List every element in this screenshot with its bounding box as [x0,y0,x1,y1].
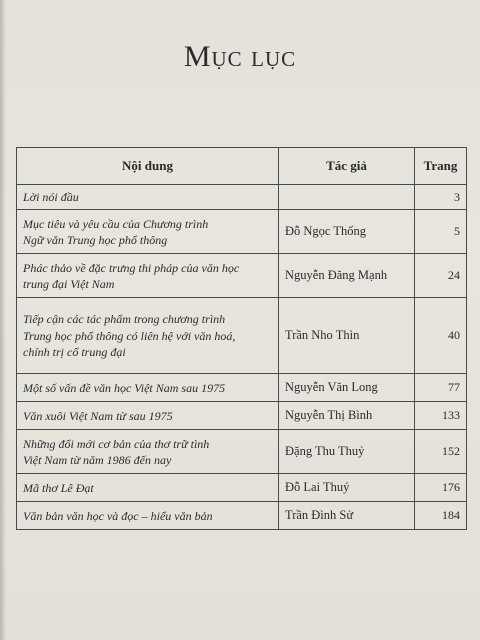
content-line: trung đại Việt Nam [23,276,115,291]
row-page-number: 40 [415,298,467,374]
content-line: Việt Nam từ năm 1986 đến nay [23,452,172,467]
content-line: Văn xuôi Việt Nam từ sau 1975 [23,408,173,423]
content-line: Phác thảo về đặc trưng thi pháp của văn học [23,260,240,275]
row-page-number: 24 [415,254,467,298]
content-line: Mã thơ Lê Đạt [23,480,94,495]
content-line: Lời nói đầu [23,190,79,204]
row-author: Trần Nho Thìn [279,298,415,374]
row-content [17,210,279,254]
row-content [17,430,279,474]
row-content [17,502,279,530]
content-line: Những đổi mới cơ bản của thơ trữ tình [23,436,210,451]
table-row [17,474,467,502]
page-title: Mục lục [183,40,297,73]
table-row [17,254,467,298]
row-content [17,298,279,374]
content-line: Tiếp cận các tác phẩm trong chương trình [23,312,226,327]
toc-header-row [17,148,467,185]
row-author: Đỗ Lai Thuý [279,474,415,502]
row-author: Đỗ Ngọc Thống [279,210,415,254]
row-page-number: 77 [415,374,467,402]
row-content [17,474,279,502]
row-content [17,374,279,402]
row-page-number: 3 [415,185,467,210]
toc-body [17,185,467,530]
row-content [17,402,279,430]
row-author: Trần Đình Sử [279,502,415,530]
content-line: Một số vấn đề văn học Việt Nam sau 1975 [23,380,226,395]
content-line: Văn bản văn học và đọc – hiểu văn bản [23,508,213,523]
content-line: Trung học phổ thông có liên hệ với văn hoá, [23,328,236,343]
header-content: Nội dung [17,148,279,185]
row-page-number: 176 [415,474,467,502]
header-author: Tác giả [279,148,415,185]
table-row [17,502,467,530]
table-row [17,210,467,254]
row-page-number: 5 [415,210,467,254]
content-line: chính trị cổ trung đại [23,344,126,359]
row-page-number: 133 [415,402,467,430]
table-row [17,185,467,210]
table-row [17,430,467,474]
row-page-number: 152 [415,430,467,474]
page-binding-shadow [0,0,6,640]
table-row [17,374,467,402]
row-content [17,185,279,210]
table-row [17,402,467,430]
row-author: Đặng Thu Thuỷ [279,430,415,474]
row-author: Nguyễn Văn Long [279,374,415,402]
table-of-contents [16,147,467,530]
header-page: Trang [415,148,467,185]
row-author [279,185,415,210]
row-content [17,254,279,298]
row-page-number: 184 [415,502,467,530]
content-line: Ngữ văn Trung học phổ thông [23,232,168,247]
row-author: Nguyễn Đăng Mạnh [279,254,415,298]
content-line: Mục tiêu và yêu cầu của Chương trình [23,216,209,231]
row-author: Nguyễn Thị Bình [279,402,415,430]
table-row [17,298,467,374]
